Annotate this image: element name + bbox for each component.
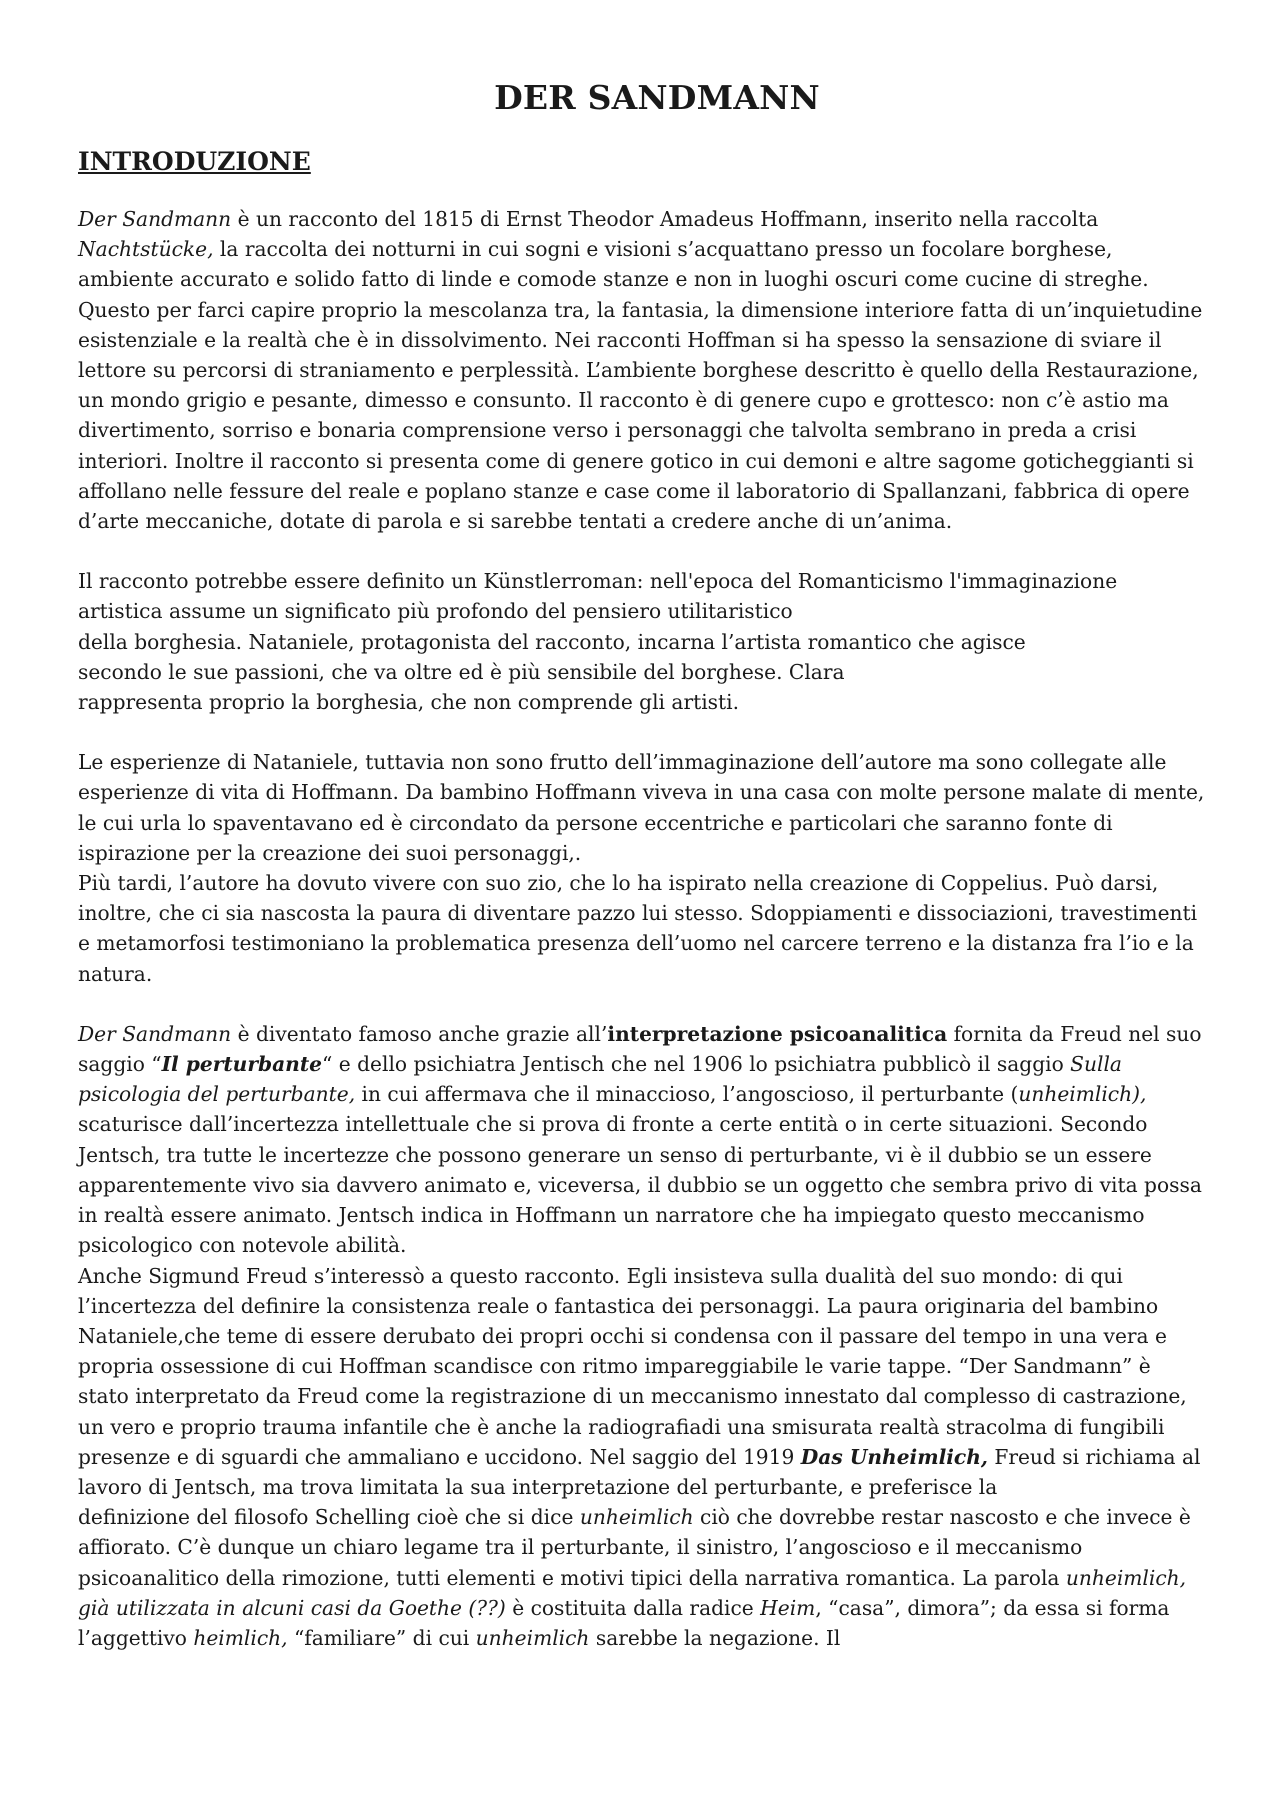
body-text: Le esperienze di Nataniele, tuttavia non sono frutto dell’immaginazione dell’autore ma sono collegate alle esperienze di vita di Hoffmann. Da bambino Hoffmann viveva in una casa con molte persone malate di mente, le cui urla lo spaventavano ed è circondato da persone eccentriche e particolari che saranno fonte di ispirazione per la creazione dei suoi personaggi,. — [78, 750, 1205, 865]
paragraph-kunstlerroman — [78, 566, 1206, 717]
body-line: secondo le sue passioni, che va oltre ed è più sensibile del borghese. Clara — [78, 659, 845, 684]
body-line: Il racconto potrebbe essere definito un Künstlerroman: nell'epoca del Romanticismo l'immaginazione artistica assume un significato più profondo del pensiero utilitaristico — [78, 569, 1118, 624]
document-page — [78, 78, 1206, 1653]
body-line: rappresenta proprio la borghesia, che non comprende gli artisti. — [78, 690, 740, 715]
body-text: Anche Sigmund Freud s’interessò a questo racconto. Egli insisteva sulla dualità del suo mondo: di qui l’incertezza del definire la consistenza reale o fantastica dei personaggi. La paura originaria del bambino Nataniele,che teme di essere derubato dei propri occhi si condensa con il passare del tempo in una vera e propria ossessione di cui Hoffman scandisce con ritmo impareggiabile le varie tappe. “Der Sandmann” è stato interpretato da Freud come la registrazione di un meccanismo innestato dal complesso di castrazione, un vero e proprio trauma infantile che è anche la radiografiadi una smisurata realtà stracolma di fungibili presenze e di sguardi che ammaliano e uccidono. Nel saggio del 1919 — [78, 1263, 1187, 1469]
body-text: Freud si richiama al lavoro di Jentsch, ma trova limitata la sua interpretazione del perturbante, e preferisce la — [78, 1444, 1201, 1499]
italic-text: unheimlich, già utilizzata in alcuni casi da Goethe (??) — [78, 1565, 1187, 1620]
italic-text: Der Sandmann — [78, 207, 232, 231]
body-text: Più tardi, l’autore ha dovuto vivere con suo zio, che lo ha ispirato nella creazione di Coppelius. Può darsi, inoltre, che ci sia nascosta la paura di diventare pazzo lui stesso. Sdoppiamenti e dissociazioni, travestimenti e metamorfosi testimoniano la problematica presenza dell’uomo nel carcere terreno e la distanza fra l’io e la natura. — [78, 871, 1198, 986]
italic-text: unheimlich), — [1018, 1082, 1147, 1107]
italic-text: Sulla psicologia del perturbante, — [78, 1052, 1122, 1107]
body-text: la raccolta dei notturni in cui sogni e visioni s’acquattano presso un focolare borghese, ambiente accurato e solido fatto di linde e comode stanze e non in luoghi oscuri come cucine di streghe. Questo per farci capire proprio la mescolanza tra, la fantasia, la dimensione interiore fatta di un’inquietudine esistenziale e la realtà che è in dissolvimento. Nei racconti Hoffman si ha spesso la sensazione di sviare il lettore su percorsi di straniamento e perplessità. L’ambiente borghese descritto è quello della Restaurazione, un mondo grigio e pesante, dimesso e consunto. Il racconto è di genere cupo e grottesco: non c’è astio ma divertimento, sorriso e bonaria comprensione verso i personaggi che talvolta sembrano in preda a crisi interiori. Inoltre il racconto si presenta come di genere gotico in cui demoni e altre sagome goticheggianti si affollano nelle fessure del reale e poplano stanze e case come il laboratorio di Spallanzani, fabbrica di opere d’arte meccaniche, dotate di parola e si sarebbe tentati a credere anche di un’anima. — [78, 237, 1203, 534]
paragraph-psychoanalysis — [78, 1019, 1206, 1261]
body-text: fornita da Freud nel suo saggio “ — [78, 1021, 1202, 1077]
document-title: DER SANDMANN — [494, 78, 820, 117]
italic-text: unheimlich — [579, 1505, 694, 1530]
body-text: , “casa”, dimora”; da essa si forma l’aggettivo — [78, 1595, 1170, 1650]
body-text: scaturisce dall’incertezza intellettuale che si prova di fronte a certe entità o in certe situazioni. Secondo Jentsch, tra tutte le incertezze che possono generare un senso di perturbante, vi è il dubbio se un essere apparentemente vivo sia davvero animato e, viceversa, il dubbio se un oggetto che sembra privo di vita possa in realtà essere animato. Jentsch indica in Hoffmann un narratore che ha impiegato questo meccanismo psicologico con notevole abilità. — [78, 1112, 1202, 1258]
paragraph-biography — [78, 747, 1206, 989]
body-text: sarebbe la negazione. Il — [589, 1625, 841, 1650]
bold-text: interpretazione psicoanalitica — [607, 1021, 948, 1046]
body-text: “familiare” di cui — [287, 1625, 476, 1650]
bold-italic-text: Il perturbante — [161, 1052, 323, 1077]
bold-italic-text: Das Unheimlich, — [800, 1444, 988, 1469]
body-text: è un racconto del 1815 di Ernst Theodor Amadeus Hoffmann, inserito nella raccolta — [231, 207, 1099, 231]
italic-text: Der Sandmann — [78, 1021, 232, 1046]
paragraph-intro — [78, 204, 1206, 536]
body-text: ciò che dovrebbe restar nascosto e che invece è affiorato. C’è dunque un chiaro legame tra il perturbante, il sinistro, l’angoscioso e il meccanismo psicoanalitico della rimozione, tutti elementi e motivi tipici della narrativa romantica. La parola — [78, 1505, 1191, 1590]
italic-text: heimlich, — [193, 1625, 288, 1650]
body-text: in cui affermava che il minaccioso, l’angoscioso, il perturbante ( — [355, 1082, 1019, 1107]
section-heading: INTRODUZIONE — [78, 147, 311, 176]
body-text: è diventato famoso anche grazie all’ — [231, 1021, 608, 1046]
italic-text: Nachtstücke, — [78, 237, 214, 262]
body-text: è costituita dalla radice — [505, 1595, 761, 1620]
body-line: della borghesia. Nataniele, protagonista del racconto, incarna l’artista romantico che agisce — [78, 629, 1026, 654]
italic-text: Heim — [760, 1595, 816, 1620]
body-text: “ e dello psichiatra Jentisch che nel 1906 lo psichiatra pubblicò il saggio — [322, 1052, 1071, 1077]
paragraph-schelling — [78, 1502, 1206, 1653]
body-text: definizione del filosofo Schelling cioè che si dice — [78, 1505, 580, 1530]
italic-text: unheimlich — [475, 1625, 590, 1650]
paragraph-freud — [78, 1261, 1206, 1503]
